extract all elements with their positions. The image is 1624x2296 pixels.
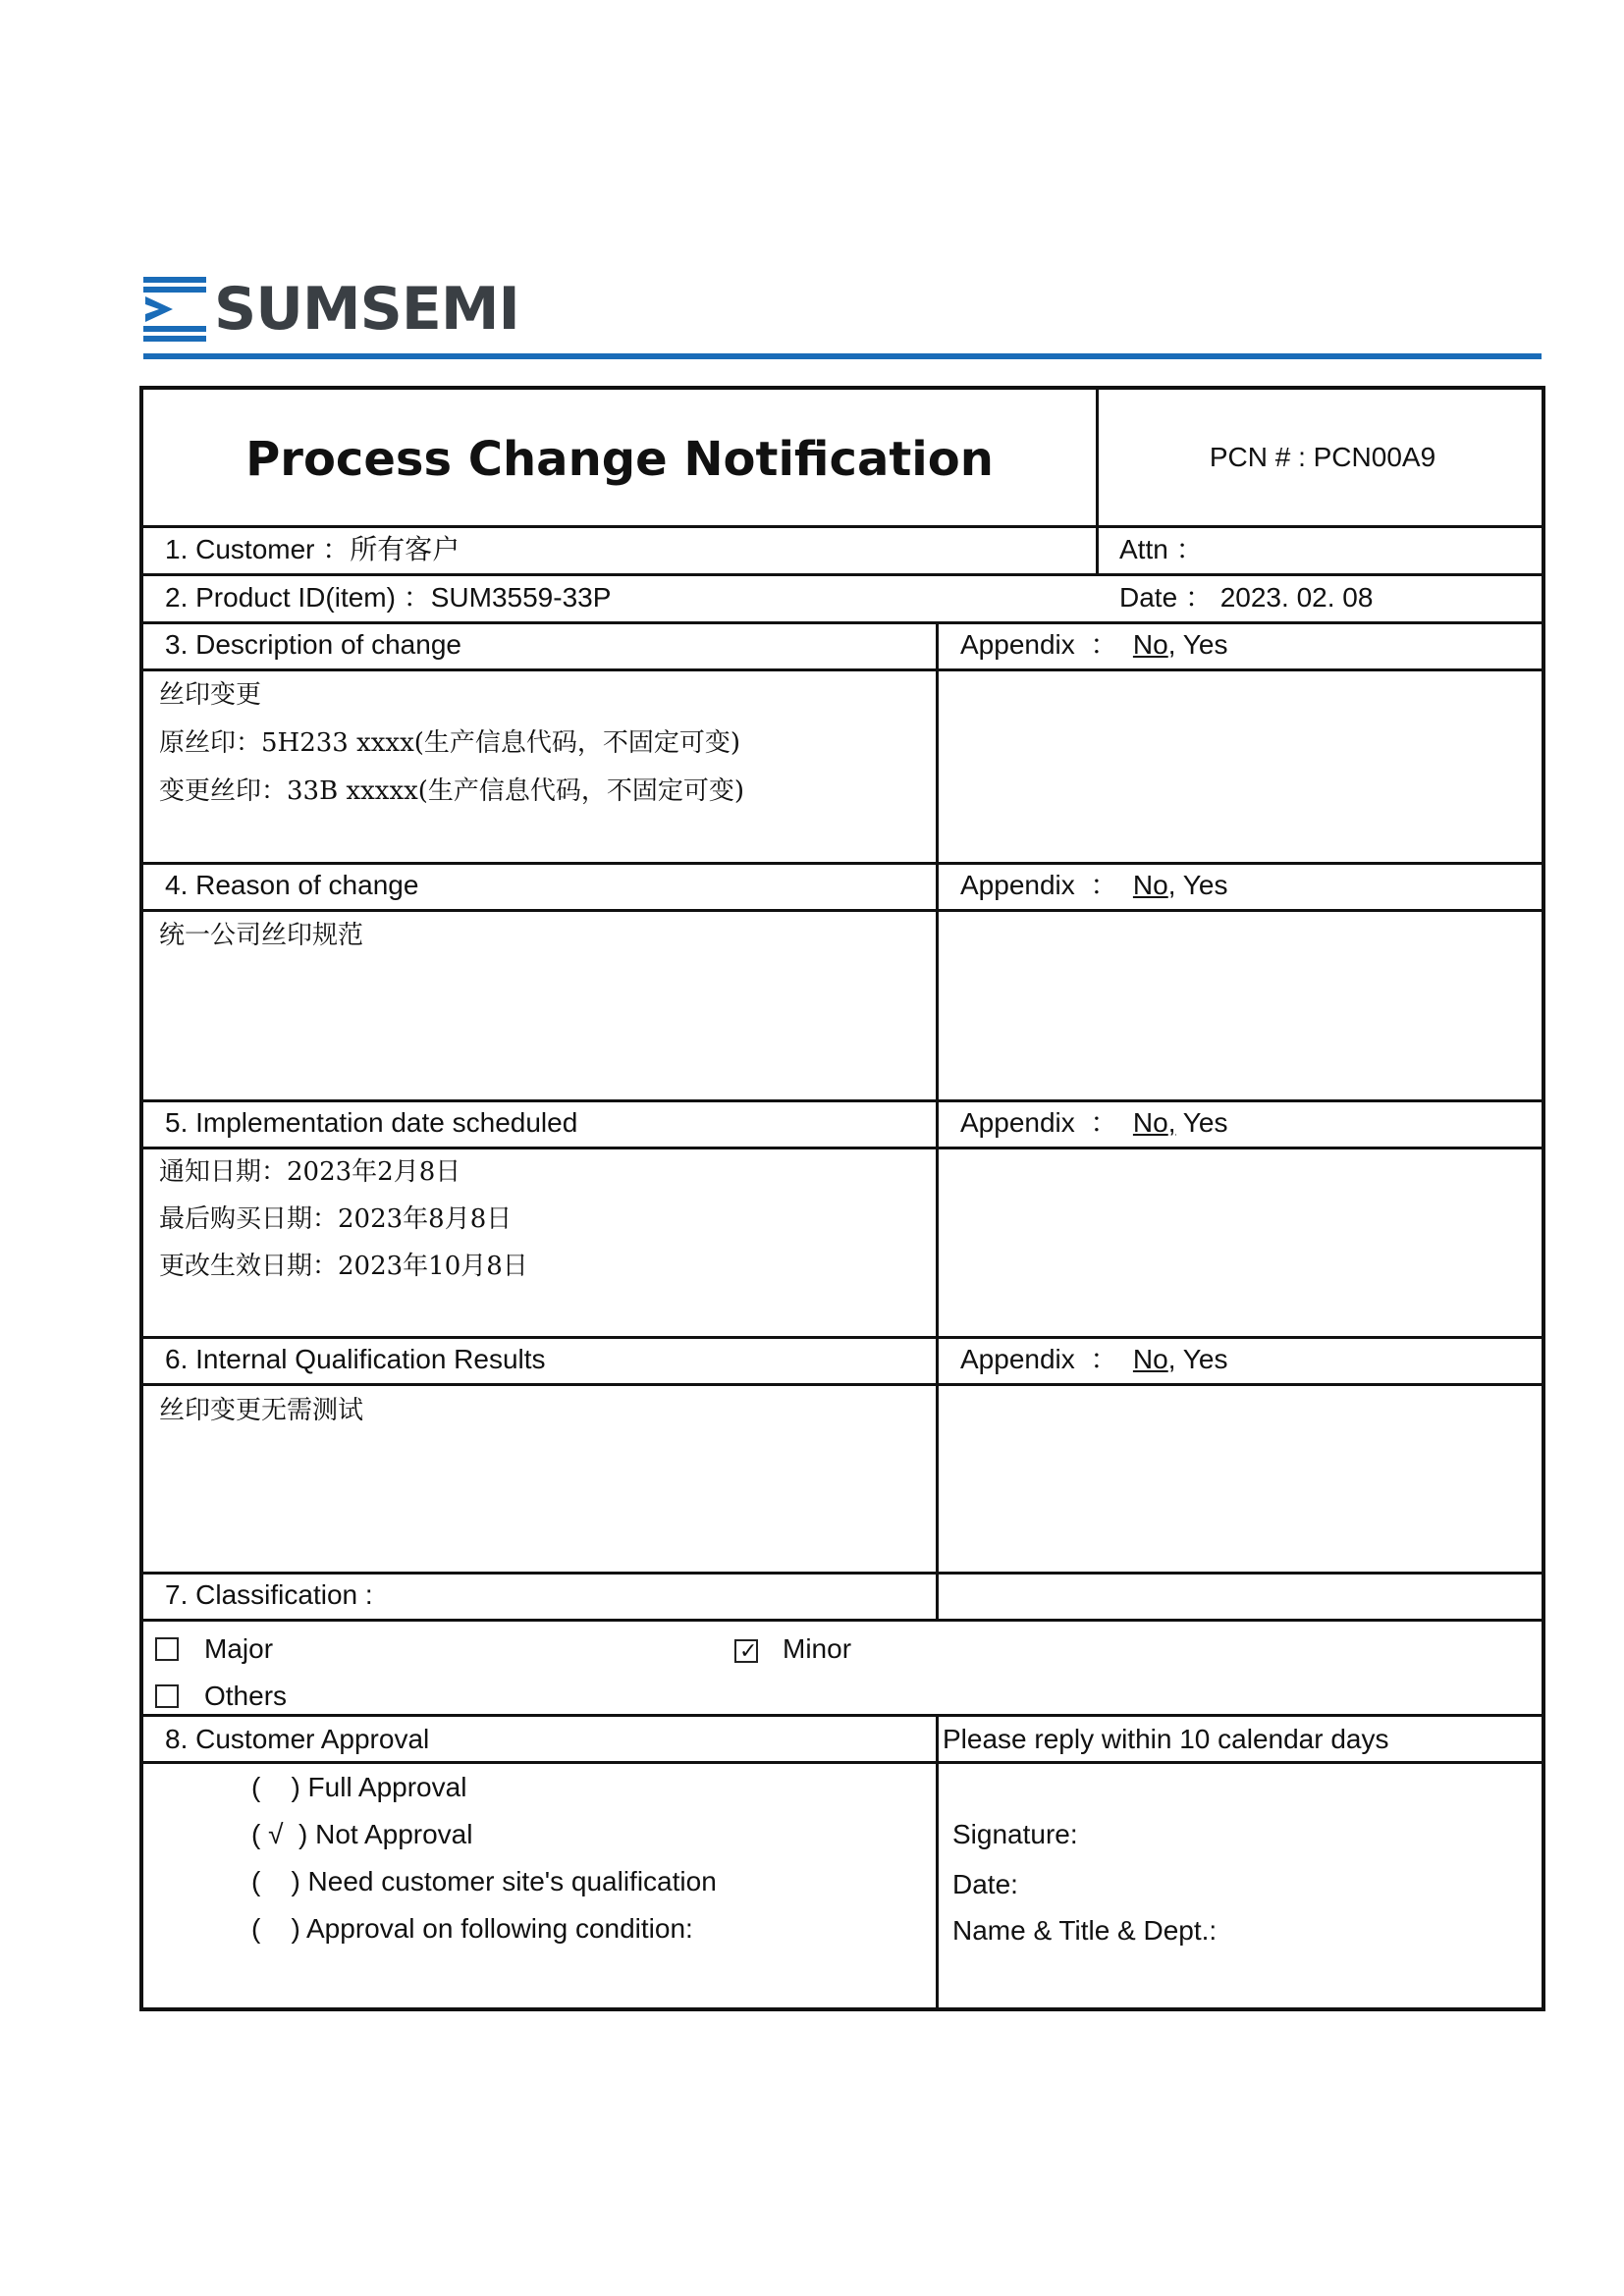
description-heading: 3. Description of change (165, 629, 461, 660)
date-value: ： 2023. 02. 08 (1184, 582, 1374, 613)
divider (143, 668, 1542, 671)
signature-label: Signature: (952, 1819, 1078, 1849)
divider (143, 1147, 1542, 1149)
approval-option[interactable] (251, 1771, 466, 1804)
divider (143, 525, 1542, 528)
approval-option[interactable] (251, 1865, 717, 1898)
implementation-line: 最后购买日期：2023年8月8日 (159, 1204, 513, 1234)
implementation-heading: 5. Implementation date scheduled (165, 1107, 578, 1138)
approval-mark: ( ) (251, 1772, 300, 1802)
product-label: 2. Product ID(item) (165, 582, 396, 613)
appendix-yes: Yes (1182, 1344, 1228, 1374)
classification-heading: 7. Classification : (165, 1579, 373, 1610)
divider (143, 1099, 1542, 1102)
customer-label: 1. Customer (165, 534, 315, 564)
divider (143, 1572, 1542, 1575)
reason-line: 统一公司丝印规范 (159, 921, 364, 950)
appendix-yes: Yes (1182, 1107, 1228, 1138)
checkmark-icon: ✓ (739, 1638, 758, 1663)
date-label: Date (1119, 582, 1178, 613)
attn-label: Attn (1119, 534, 1168, 564)
appendix-no: No (1132, 629, 1168, 660)
approval-date-label: Date: (952, 1869, 1018, 1899)
appendix-reason (960, 869, 1227, 902)
description-line: 丝印变更 (159, 680, 262, 710)
major-label: Major (204, 1633, 274, 1664)
appendix-yes: Yes (1182, 629, 1228, 660)
company-logo (143, 275, 519, 344)
divider (143, 1714, 1542, 1717)
others-checkbox[interactable] (155, 1684, 179, 1708)
divider (143, 1383, 1542, 1386)
attn-row (1119, 533, 1204, 566)
pcn-number: PCN # : PCN00A9 (1209, 442, 1436, 472)
implementation-line: 通知日期：2023年2月8日 (159, 1157, 461, 1187)
divider (143, 862, 1542, 865)
appendix-qualification (960, 1343, 1227, 1376)
approval-label: Full Approval (307, 1772, 467, 1802)
divider (143, 1619, 1542, 1622)
appendix-label: Appendix (960, 1344, 1075, 1374)
appendix-description (960, 628, 1227, 662)
appendix-sep: ： (1090, 1107, 1118, 1138)
page-title: Process Change Notification (245, 432, 994, 487)
description-line: 原丝印：5H233 xxxx(生产信息代码，不固定可变) (159, 728, 741, 758)
appendix-no: No (1132, 1107, 1168, 1138)
appendix-comma: , (1167, 629, 1176, 660)
appendix-sep: ： (1090, 629, 1118, 660)
appendix-sep: ： (1090, 1344, 1118, 1374)
qualification-heading: 6. Internal Qualification Results (165, 1344, 546, 1374)
approval-label: Need customer site's qualification (307, 1866, 717, 1896)
divider (143, 1761, 1542, 1764)
major-checkbox[interactable] (155, 1637, 179, 1661)
approval-heading: 8. Customer Approval (165, 1724, 430, 1754)
divider (1096, 390, 1099, 576)
approval-mark: ( ) (251, 1866, 300, 1896)
others-label: Others (204, 1681, 288, 1711)
appendix-label: Appendix (960, 870, 1075, 900)
product-row (165, 581, 611, 614)
divider (143, 573, 1542, 576)
appendix-comma: , (1167, 1107, 1176, 1138)
approval-mark: ( ) (251, 1913, 300, 1944)
qualification-line: 丝印变更无需测试 (159, 1396, 364, 1425)
appendix-implementation (960, 1106, 1227, 1140)
divider (143, 1336, 1542, 1339)
appendix-label: Appendix (960, 629, 1075, 660)
approval-option[interactable] (251, 1912, 693, 1946)
description-line: 变更丝印：33B xxxxx(生产信息代码，不固定可变) (159, 776, 745, 806)
divider (936, 624, 939, 1619)
reply-note: Please reply within 10 calendar days (943, 1724, 1389, 1754)
attn-value: ： (1175, 534, 1204, 564)
appendix-sep: ： (1090, 870, 1118, 900)
approval-label: Approval on following condition: (306, 1913, 693, 1944)
customer-value: ：所有客户 (322, 534, 460, 564)
approval-mark: ( √ ) (251, 1819, 308, 1849)
date-row (1119, 581, 1373, 614)
approval-option[interactable] (251, 1818, 472, 1851)
product-value: ：SUM3559-33P (403, 582, 612, 613)
appendix-no: No (1132, 870, 1168, 900)
implementation-line: 更改生效日期：2023年10月8日 (159, 1252, 528, 1281)
name-title-label: Name & Title & Dept.: (952, 1915, 1218, 1946)
divider (143, 621, 1542, 624)
sigma-logo-icon (143, 277, 208, 342)
appendix-comma: , (1167, 870, 1176, 900)
approval-label: Not Approval (315, 1819, 473, 1849)
divider (143, 909, 1542, 912)
appendix-yes: Yes (1182, 870, 1228, 900)
appendix-label: Appendix (960, 1107, 1075, 1138)
minor-checkbox[interactable] (734, 1639, 758, 1663)
appendix-comma: , (1167, 1344, 1176, 1374)
minor-label: Minor (783, 1633, 852, 1664)
reason-heading: 4. Reason of change (165, 870, 419, 900)
appendix-no: No (1132, 1344, 1168, 1374)
logo-text: SUMSEMI (214, 275, 519, 344)
header-rule (143, 353, 1542, 359)
customer-row (165, 533, 460, 566)
